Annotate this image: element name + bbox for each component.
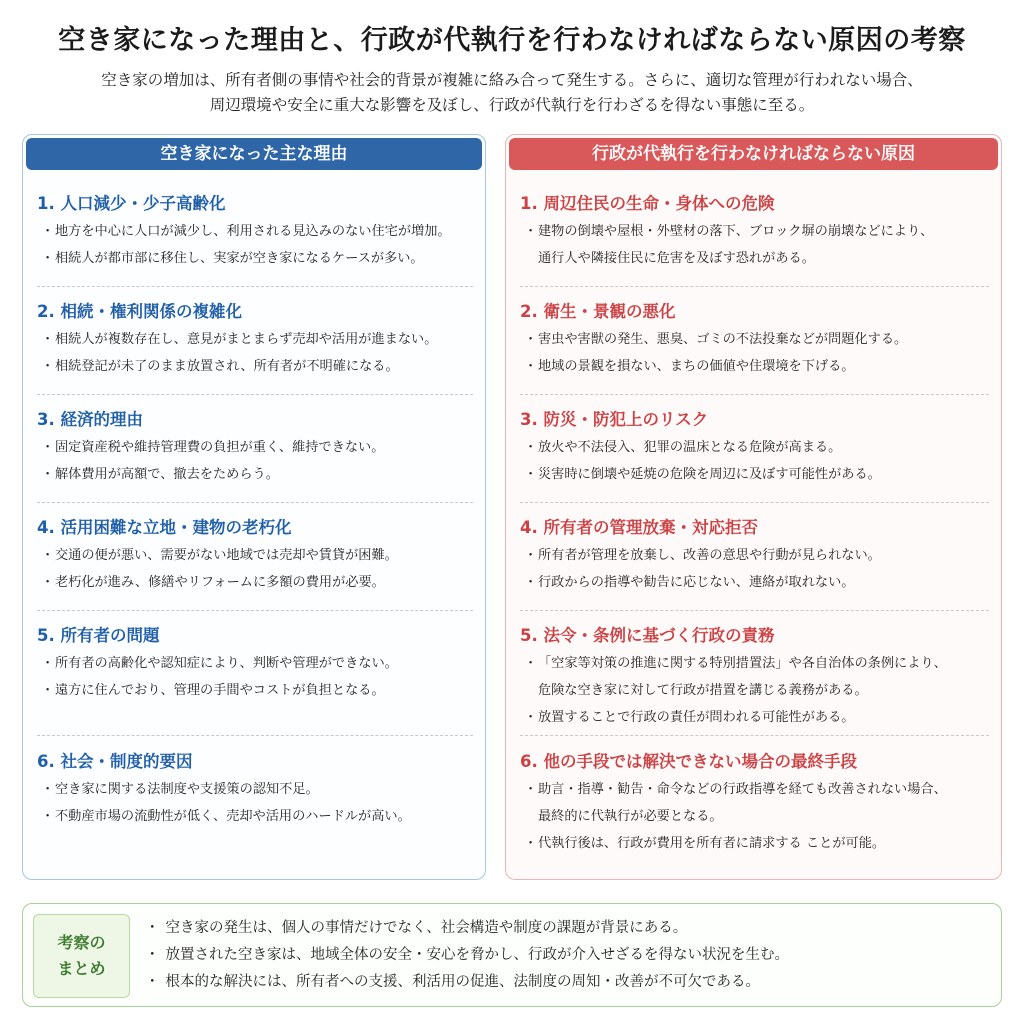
list-item [37,218,473,245]
page-title: 空き家になった理由と、行政が代執行を行わなければならない原因の考察 [58,25,966,56]
bullet-mark: ・ [524,440,538,455]
summary-label-line: 考察の [57,933,106,952]
list-item-text: 相続人が複数存在し、意見がまとまらず売却や活用が進まない。 [55,332,438,347]
bullet-mark: ・ [524,359,538,374]
bullet-mark: ・ [524,782,538,797]
section-title: 2. 相続・権利関係の複雑化 [37,302,242,321]
list-item-text: 害虫や害獣の発生、悪臭、ゴミの不法投棄などが問題化する。 [538,332,908,347]
list-item [37,650,473,677]
list-item-text: 不動産市場の流動性が低く、売却や活用のハードルが高い。 [55,809,411,824]
summary-item-text: 空き家の発生は、個人の事情だけでなく、社会構造や制度の課題が背景にある。 [165,920,688,936]
list-item-text: 相続登記が未了のまま放置され、所有者が不明確になる。 [55,359,399,374]
list-item [520,218,989,272]
list-item-text: 放置することで行政の責任が問われる可能性がある。 [538,710,855,725]
list-item [37,245,473,272]
summary-item-text: 根本的な解決には、所有者への支援、利活用の促進、法制度の周知・改善が不可欠である。 [165,974,760,990]
list-item [37,434,473,461]
causes-panel [505,134,1002,880]
section-title: 3. 経済的理由 [37,410,143,429]
section-title: 1. 周辺住民の生命・身体への危険 [520,194,775,213]
bullet-mark: ・ [524,224,538,239]
list-item-text: 行政からの指導や勧告に応じない、連絡が取れない。 [538,575,855,590]
section-divider [520,394,989,395]
summary-item [145,969,789,996]
reason-section [37,514,473,596]
list-item [37,677,473,704]
list-item-text: 通行人や隣接住民に危害を及ぼす恐れがある。 [538,251,815,266]
list-item-text: 固定資産税や維持管理費の負担が重く、維持できない。 [55,440,385,455]
bullet-mark: ・ [524,467,538,482]
reason-section [37,748,473,830]
summary-lines [145,915,789,996]
bullet-mark: ・ [524,656,538,671]
list-item [37,803,473,830]
summary-label [33,914,130,998]
list-item [520,353,989,380]
bullet-mark: ・ [41,332,55,347]
bullet-mark: ・ [524,836,538,851]
list-item [37,776,473,803]
section-divider [37,286,473,287]
list-item-text: 交通の便が悪い、需要がない地域では売却や賃貸が困難。 [55,548,398,563]
intro-text [40,68,984,118]
reason-section [37,298,473,380]
section-divider [37,394,473,395]
section-title: 3. 防災・防犯上のリスク [520,410,709,429]
bullet-mark: ・ [41,251,55,266]
section-title: 5. 法令・条例に基づく行政の責務 [520,626,775,645]
section-divider [37,610,473,611]
bullet-mark: ・ [41,224,55,239]
section-title: 4. 活用困難な立地・建物の老朽化 [37,518,292,537]
intro-line: 周辺環境や安全に重大な影響を及ぼし、行政が代執行を行わざるを得ない事態に至る。 [209,96,815,114]
cause-section [520,190,989,272]
summary-box [22,903,1002,1007]
list-item [520,830,989,857]
list-item [37,353,473,380]
bullet-mark: ・ [41,809,55,824]
bullet-mark: ・ [524,332,538,347]
list-item-text: 地方を中心に人口が減少し、利用される見込みのない住宅が増加。 [55,224,451,239]
bullet-mark: ・ [41,359,55,374]
bullet-mark: ・ [41,782,55,797]
list-item-text: 所有者の高齢化や認知症により、判断や管理ができない。 [55,656,398,671]
list-item-text: 放火や不法侵入、犯罪の温床となる危険が高まる。 [538,440,842,455]
bullet-mark: ・ [524,548,538,563]
section-title: 2. 衛生・景観の悪化 [520,302,676,321]
causes-panel-header: 行政が代執行を行わなければならない原因 [509,138,998,170]
intro-line: 空き家の増加は、所有者側の事情や社会的背景が複雑に絡み合って発生する。さらに、適切な管理が行われない場合、 [101,71,923,89]
summary-item [145,942,789,969]
summary-item-text: 放置された空き家は、地域全体の安全・安心を脅かし、行政が介入せざるを得ない状況を生む。 [165,947,789,963]
cause-section [520,514,989,596]
list-item [520,569,989,596]
section-divider [520,735,989,736]
list-item-text: 遠方に住んでおり、管理の手間やコストが負担となる。 [55,683,385,698]
summary-item [145,915,789,942]
section-divider [37,735,473,736]
list-item [520,326,989,353]
list-item-text: 最終的に代執行が必要となる。 [538,809,723,824]
list-item [520,542,989,569]
section-divider [520,610,989,611]
bullet-mark: ・ [524,710,538,725]
bullet-mark: ・ [145,974,160,990]
section-divider [520,286,989,287]
bullet-mark: ・ [41,548,55,563]
list-item-text: 相続人が都市部に移住し、実家が空き家になるケースが多い。 [55,251,424,266]
list-item [520,704,989,731]
cause-section [520,748,989,857]
reasons-panel [22,134,486,880]
bullet-mark: ・ [41,440,55,455]
list-item-text: 老朽化が進み、修繕やリフォームに多額の費用が必要。 [55,575,385,590]
bullet-mark: ・ [524,575,538,590]
section-title: 6. 社会・制度的要因 [37,752,193,771]
list-item-text: 空き家に関する法制度や支援策の認知不足。 [55,782,319,797]
list-item [520,650,989,704]
cause-section [520,622,989,731]
list-item-text: 災害時に倒壊や延焼の危険を周辺に及ぼす可能性がある。 [538,467,881,482]
list-item [37,326,473,353]
list-item-text: 解体費用が高額で、撤去をためらう。 [55,467,279,482]
summary-label-line: まとめ [57,959,106,978]
list-item-text: 「空家等対策の推進に関する特別措置法」や各自治体の条例により、 [538,656,947,671]
cause-section [520,406,989,488]
list-item [520,461,989,488]
list-item [37,461,473,488]
section-title: 6. 他の手段では解決できない場合の最終手段 [520,752,857,771]
reason-section [37,190,473,272]
section-title: 5. 所有者の問題 [37,626,160,645]
list-item-text: 代執行後は、行政が費用を所有者に請求する ことが可能。 [538,836,886,851]
reason-section [37,406,473,488]
section-title: 4. 所有者の管理放棄・対応拒否 [520,518,758,537]
section-title: 1. 人口減少・少子高齢化 [37,194,226,213]
list-item-text: 建物の倒壊や屋根・外壁材の落下、ブロック塀の崩壊などにより、 [538,224,934,239]
bullet-mark: ・ [41,656,55,671]
reasons-panel-header: 空き家になった主な理由 [26,138,482,170]
list-item [520,434,989,461]
bullet-mark: ・ [41,467,55,482]
list-item-text: 危険な空き家に対して行政が措置を講じる義務がある。 [538,683,868,698]
bullet-mark: ・ [145,947,160,963]
cause-section [520,298,989,380]
list-item [37,542,473,569]
reason-section [37,622,473,704]
list-item-text: 所有者が管理を放棄し、改善の意思や行動が見られない。 [538,548,881,563]
list-item [520,776,989,830]
list-item-text: 地域の景観を損ない、まちの価値や住環境を下げる。 [538,359,855,374]
bullet-mark: ・ [41,575,55,590]
bullet-mark: ・ [41,683,55,698]
list-item-text: 助言・指導・勧告・命令などの行政指導を経ても改善されない場合、 [538,782,947,797]
list-item [37,569,473,596]
section-divider [37,502,473,503]
bullet-mark: ・ [145,920,160,936]
section-divider [520,502,989,503]
